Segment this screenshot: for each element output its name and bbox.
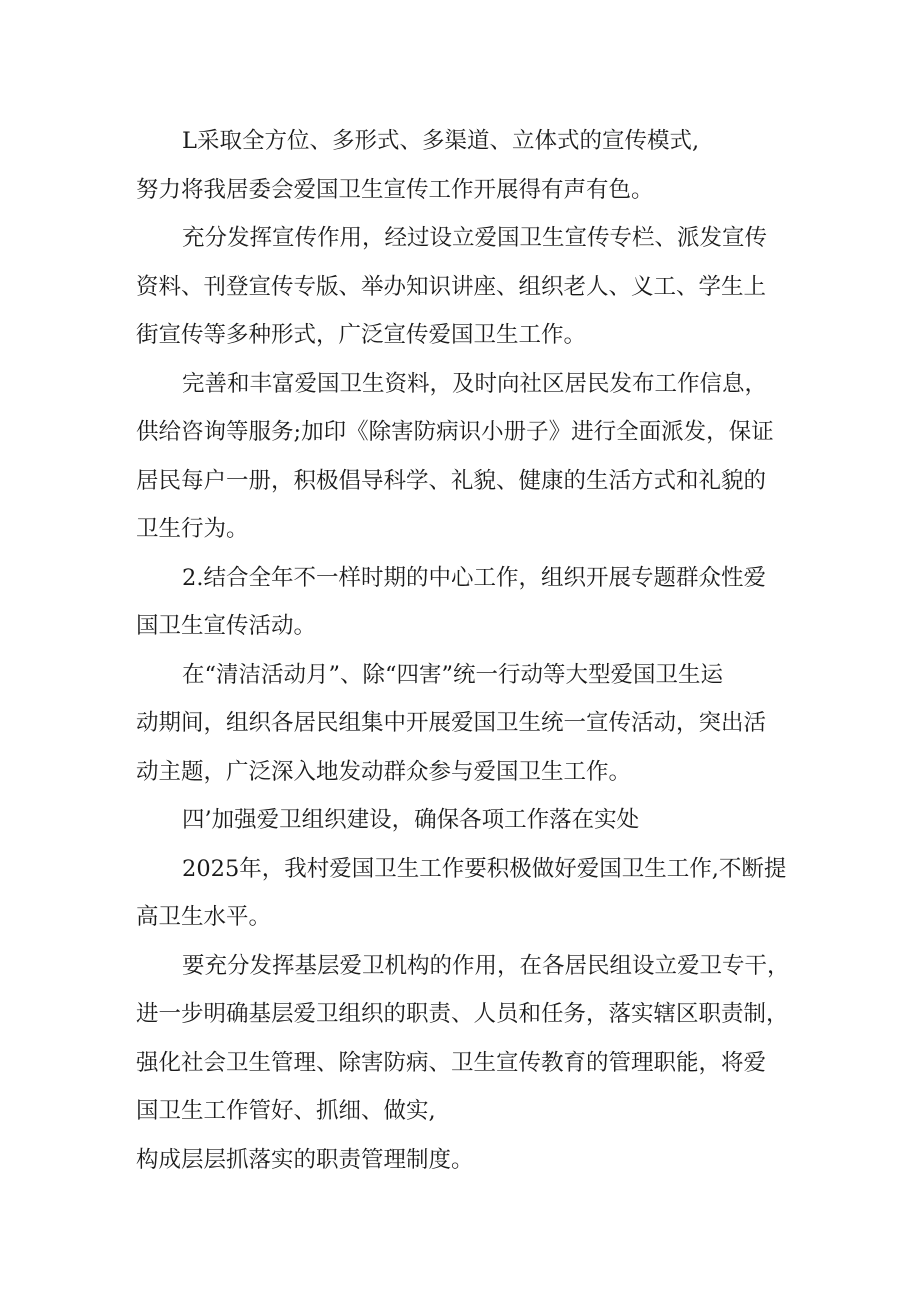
text-line-11: 国卫生宣传活动。 <box>136 613 317 639</box>
text-line-4: 资料、刊登宣传专版、举办知识讲座、组织老人、义工、学生上 <box>136 273 767 300</box>
text-line-17: 高卫生水平。 <box>136 904 272 930</box>
text-line-9: 卫生行为。 <box>136 516 249 542</box>
text-line-12: 在“清洁活动月”、除“四害”统一行动等大型爱国卫生运 <box>182 661 724 688</box>
text-line-8: 居民每户一册，积极倡导科学、礼貌、健康的生活方式和礼貌的 <box>136 467 767 494</box>
text-line-13: 动期间，组织各居民组集中开展爱国卫生统一宣传活动，突出活 <box>136 710 767 736</box>
text-line-2: 努力将我居委会爱国卫生宣传工作开展得有声有色。 <box>136 176 654 203</box>
text-line-5: 街宣传等多种形式，广泛宣传爱国卫生工作。 <box>136 322 587 348</box>
text-line-15: 四’加强爱卫组织建设，确保各项工作落在实处 <box>182 807 640 833</box>
text-line-16: 2025年，我村爱国卫生工作要积极做好爱国卫生工作,不断提 <box>182 855 787 882</box>
text-line-3: 充分发挥宣传作用，经过设立爱国卫生宣传专栏、派发宣传 <box>182 225 768 251</box>
text-line-19: 进一步明确基层爱卫组织的职责、人员和任务，落实辖区职责制， <box>136 1001 789 1027</box>
text-line-22: 构成层层抓落实的职责管理制度。 <box>136 1146 474 1173</box>
text-line-20: 强化社会卫生管理、除害防病、卫生宣传教育的管理职能，将爱 <box>136 1049 767 1076</box>
text-line-10: 2.结合全年不一样时期的中心工作，组织开展专题群众性爱 <box>182 564 766 591</box>
text-line-7: 供给咨询等服务;加印《除害防病识小册子》进行全面派发，保证 <box>136 419 774 445</box>
text-line-14: 动主题，广泛深入地发动群众参与爱国卫生工作。 <box>136 758 632 785</box>
document-body <box>136 117 800 1184</box>
text-line-1: L采取全方位、多形式、多渠道、立体式的宣传模式, <box>182 128 700 154</box>
text-line-18: 要充分发挥基层爱卫机构的作用，在各居民组设立爱卫专干， <box>182 952 790 979</box>
text-line-6: 完善和丰富爱国卫生资料，及时向社区居民发布工作信息， <box>182 370 768 397</box>
text-line-21: 国卫生工作管好、抓细、做实, <box>136 1098 436 1124</box>
